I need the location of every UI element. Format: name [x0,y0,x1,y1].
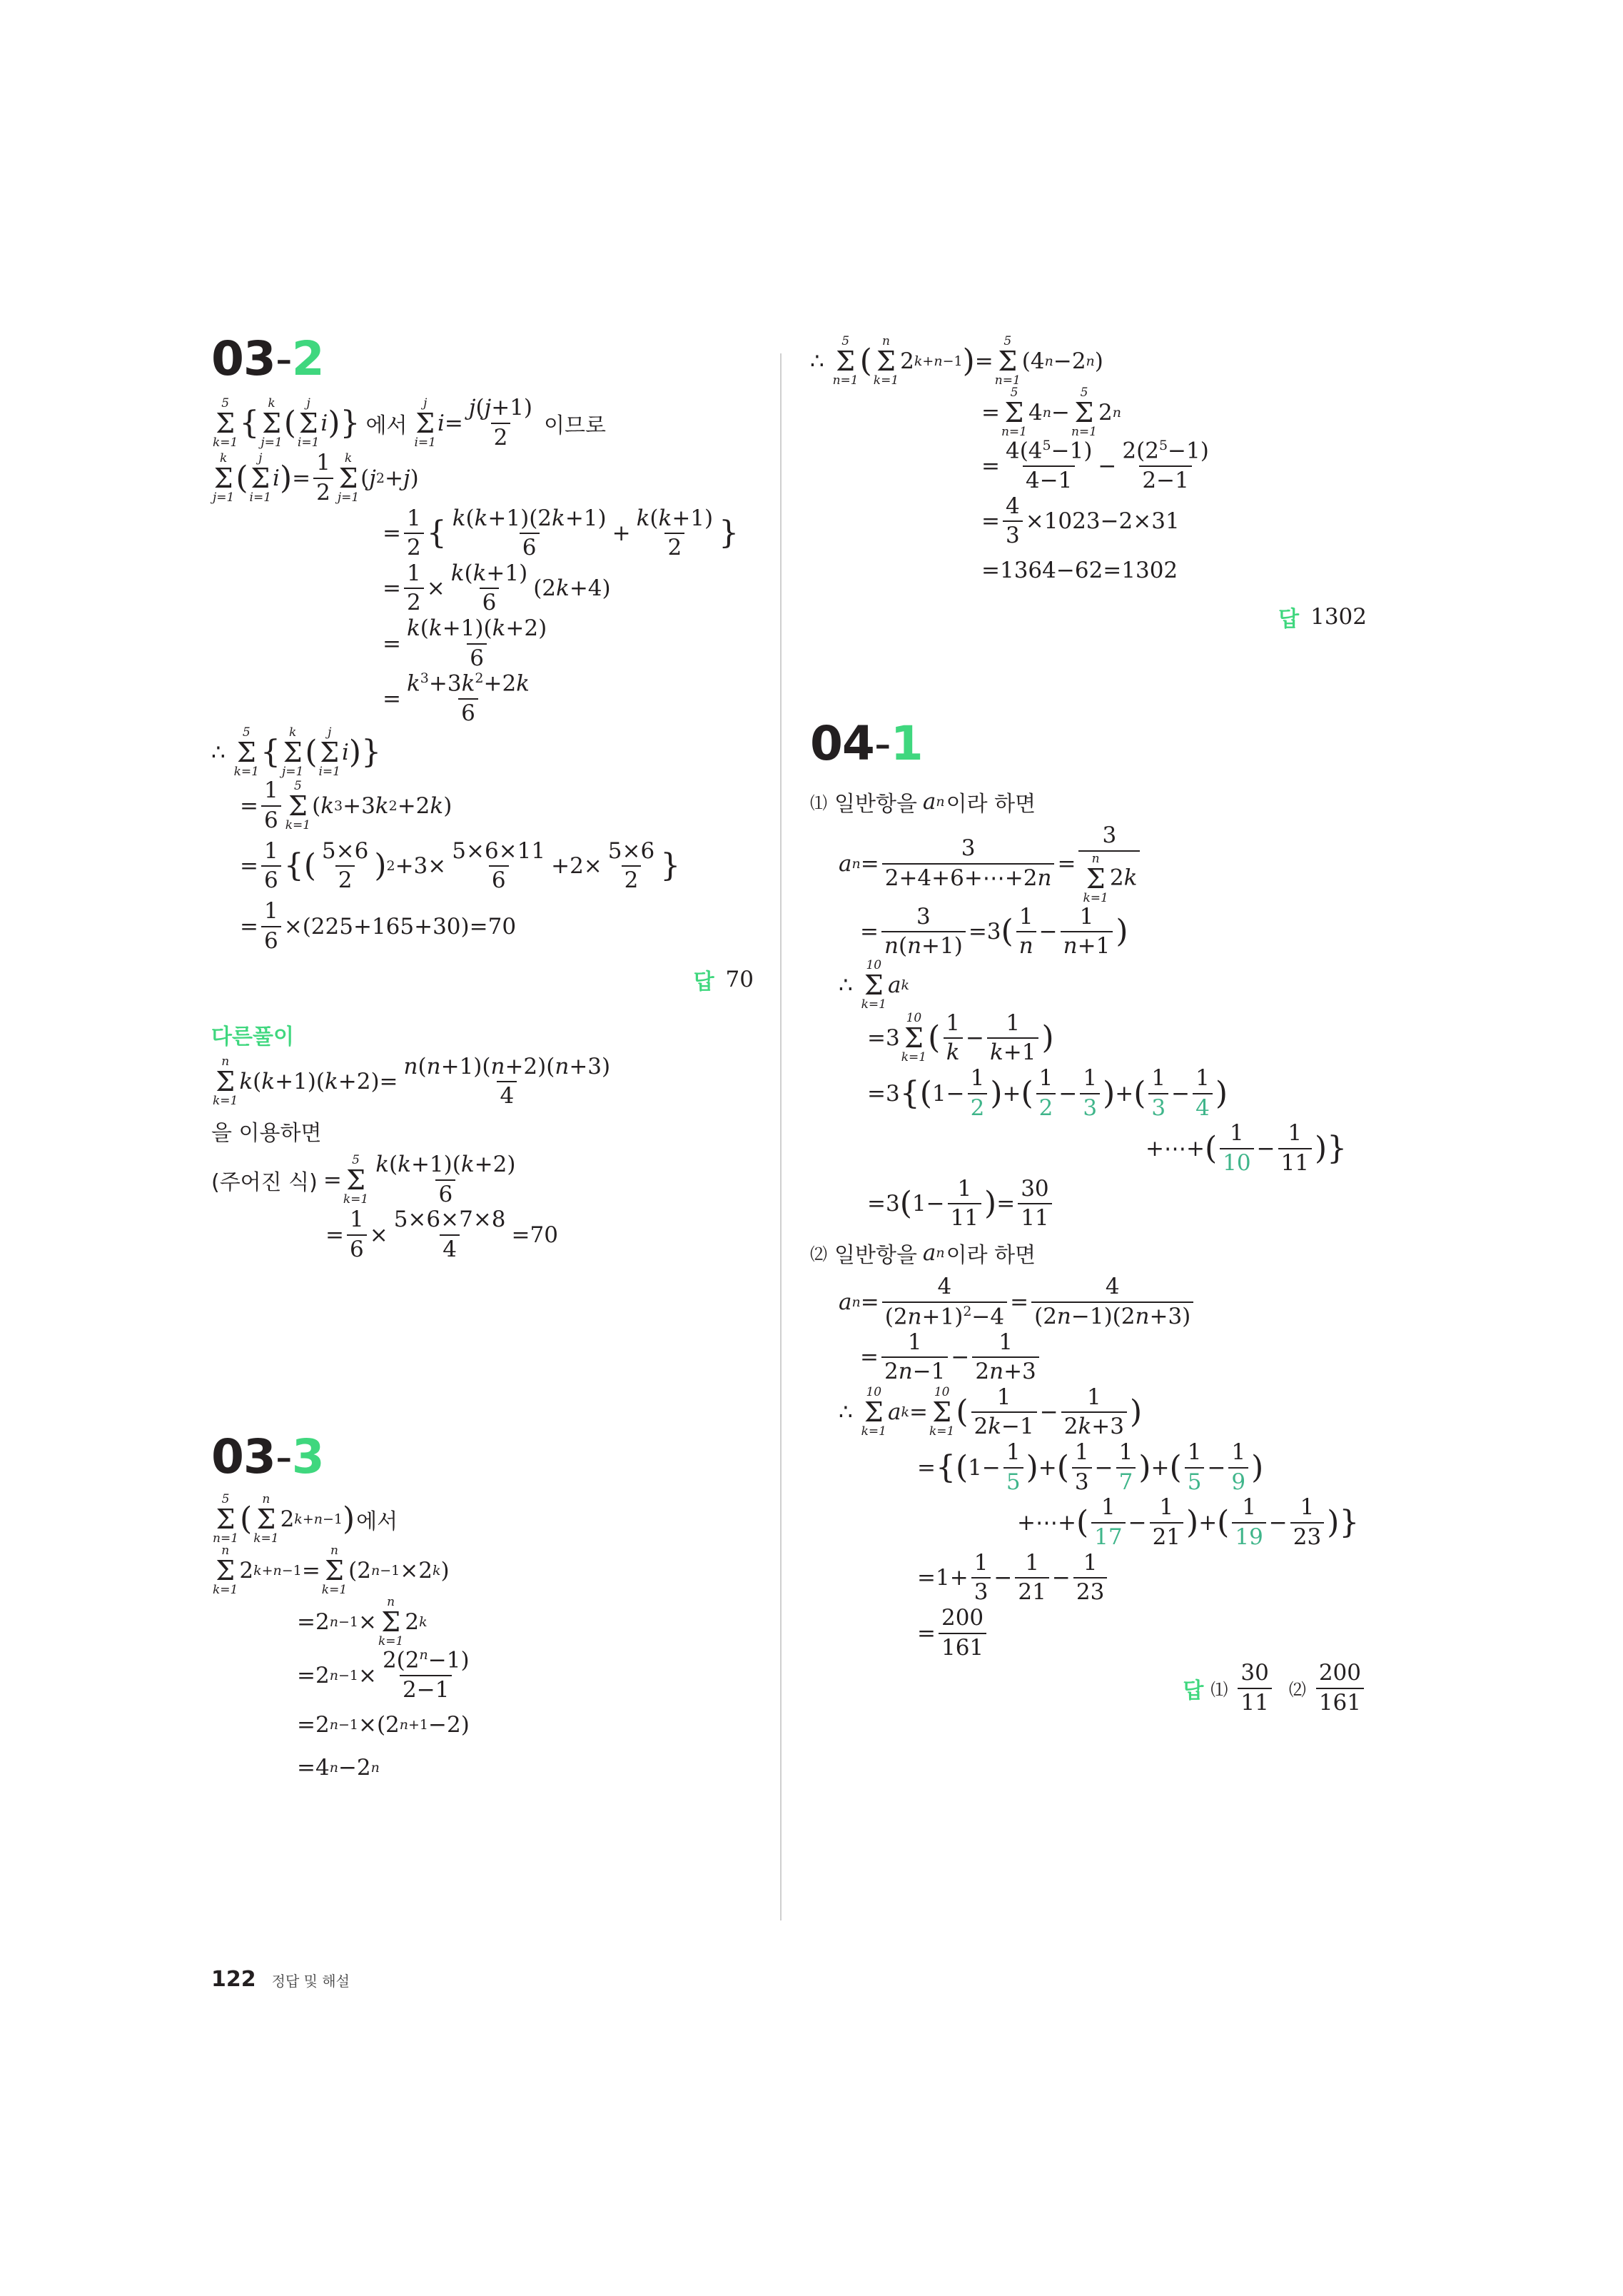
section-title-03-2: 03-2 [211,331,324,386]
math-line: +⋯+ ( $\frac{1}{10}$ − $\frac{1}{11}$ )} [1146,1120,1348,1177]
math-line: 5 Σ k=1 { k Σ j=1 ( j Σ i=1 i )} 에서 j Σ i=1 i = $\frac{j(j+1)}{2}$ 이므로 [213,395,606,450]
math-line: = $\frac{1}{6}$ ×(225+165+30)=70 [240,898,517,954]
answer-03-3: 답 1302 [1278,603,1367,632]
math-line: =3 ( 1− $\frac{1}{11}$ ) = $\frac{30}{11}$ [810,1177,1367,1232]
math-line: ∴ 5 Σ n=1 ( n Σ k=1 2 k+n−1 ) = 5 Σ n=1 (4 n −2 n ) [810,334,1103,388]
math-line: =3 {( 1− $\frac{1}{2}$ ) + ( $\frac{1}{2}$ − $\frac{1}{3}$ ) + ( $\frac{1}{3}$ − $\frac{1}{4}$ ) [867,1065,1228,1121]
column-divider [780,353,782,1920]
math-line: = $\frac{1}{2}$ × $\frac{k(k+1)}{6}$ (2 k +4) [383,560,611,616]
text-imeuro: 이므로 [544,413,606,438]
math-line: = {( 1− $\frac{1}{5}$ ) + ( $\frac{1}{3}$ − $\frac{1}{7}$ ) + ( $\frac{1}{5}$ − $\frac{1}{9}$ ) [917,1439,1264,1495]
math-line: = $\frac{1}{6}$ 5 Σ k=1 ( k 3 +3 k 2 +2 k ) [240,777,452,833]
math-line: ∴ 5 Σ k=1 { k Σ j=1 ( j Σ i=1 i )} [211,725,382,780]
math-line: = $\frac{k(k+1)(k+2)}{6}$ [383,615,547,671]
math-line: ∴ 10 Σ k=1 a k = 10 Σ k=1 ( $\frac{1}{2k-1}$ − $\frac{1}{2k+3}$ ) [839,1384,1143,1440]
math-line: =1+ $\frac{1}{3}$ − $\frac{1}{21}$ − $\frac{1}{23}$ [810,1551,1367,1606]
math-line: +⋯+ ( $\frac{1}{17}$ − $\frac{1}{21}$ ) + ( $\frac{1}{19}$ − $\frac{1}{23}$ )} [1017,1494,1360,1551]
left-column [211,331,754,1789]
math-line: ∴ 10 Σ k=1 a k [839,957,909,1012]
math-line: =2 n−1 × $\frac{2(2^n-1)}{2-1}$ [297,1647,470,1703]
math-line: a n = $\frac{3}{2+4+6+\cdots+2n}$ = 3 n Σ k=1 2k [810,823,1367,905]
math-line: (주어진 식) = 5 Σ k=1 $\frac{k(k+1)(k+2)}{6}$ [211,1151,516,1207]
math-line: =1364−62=1302 [981,557,1178,583]
text-line: 을 이용하면 [211,1120,322,1146]
math-line: = $\frac{3}{n(n+1)}$ =3 ( $\frac{1}{n}$ − $\frac{1}{n+1}$ ) [860,903,1128,960]
math-line: = $\frac{4}{3}$ ×1023−2×31 [981,493,1180,549]
section-title-04-1: 04-1 [810,715,923,771]
math-line: = $\frac{k^3+3k^2+2k}{6}$ [383,670,530,727]
page-footer [211,1967,350,1992]
math-line: n Σ k=1 2 k+n−1 = n Σ k=1 (2 n−1 ×2 k ) [213,1544,450,1598]
math-line: = 5 Σ n=1 4 n − 5 Σ n=1 2 n [981,386,1121,439]
part1-heading: ⑴ 일반항을 a n 이라 하면 [810,788,1036,817]
math-line: = $\frac{1}{2}$ { $\frac{k(k+1)(2k+1)}{6}$ + $\frac{k(k+1)}{2}$ } [383,505,739,561]
answer-03-2: 답 70 [693,966,754,995]
section-title-03-3: 03-3 [211,1429,324,1485]
footer-title: 정답 및 해설 [271,1973,350,1990]
math-line: = $\frac{200}{161}$ [810,1606,1367,1661]
math-line: k Σ j=1 ( j Σ i=1 i ) = $\frac{1}{2}$ k Σ j=1 ( j 2 + j ) [213,450,419,505]
alt-solution-title: 다른풀이 [211,1024,294,1049]
math-line: a n = $\frac{4}{(2n+1)^2-4}$ = $\frac{4}{(2n-1)(2n+3)}$ [810,1274,1367,1330]
math-line: = $\frac{1}{6}$ {( $\frac{5\times 6}{2}$ ) 2 +3× $\frac{5\times 6\times 11}{6}$ +2× $\frac{5\times 6}{2}$ } [240,837,681,894]
math-line: = $\frac{1}{6}$ × $\frac{5\times 6\times 7\times 8}{4}$ =70 [325,1207,558,1262]
text-eseo: 에서 [365,413,408,438]
page-number: 122 [211,1967,256,1992]
answer-04-1: 답 ⑴ $\frac{30}{11}$ ⑵ $\frac{200}{161}$ [810,1661,1367,1716]
part2-heading: ⑵ 일반항을 a n 이라 하면 [810,1239,1036,1268]
math-line: n Σ k=1 k ( k +1)( k +2)= $\frac{n(n+1)(n+2)(n+3)}{4}$ [213,1053,611,1109]
math-line: = $\frac{4(4^5-1)}{4-1}$ − $\frac{2(2^5-1)}{2-1}$ [981,438,1209,493]
right-column [810,336,1367,1716]
math-line: =2 n−1 × n Σ k=1 2 k [297,1595,428,1649]
math-line: 5 Σ n=1 ( n Σ k=1 2 k+n−1 ) 에서 [213,1492,398,1546]
math-line: =4 n −2 n [297,1755,380,1781]
math-line: = $\frac{1}{2n-1}$ − $\frac{1}{2n+3}$ [810,1330,1367,1385]
math-line: =3 10 Σ k=1 ( $\frac{1}{k}$ − $\frac{1}{k+1}$ ) [867,1009,1054,1066]
math-line: =2 n−1 ×(2 n+1 −2) [297,1712,470,1738]
